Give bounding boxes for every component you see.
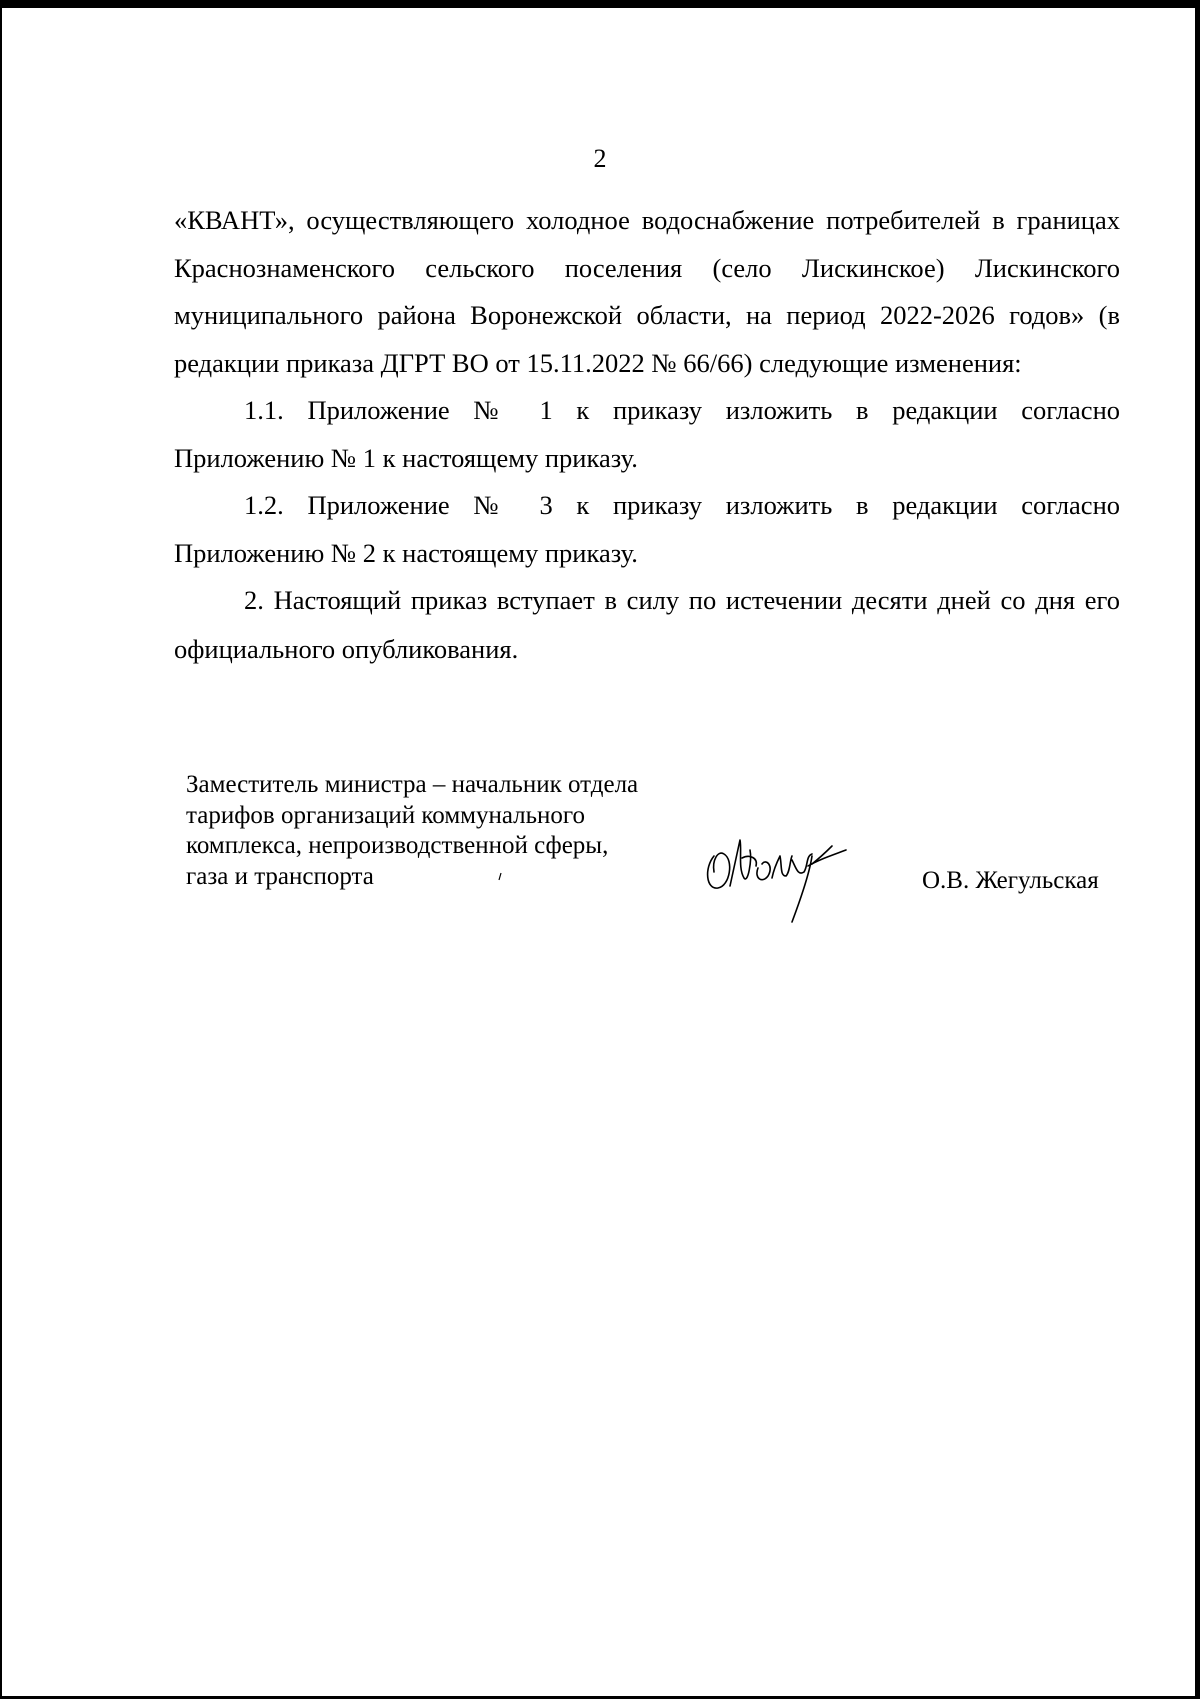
signatory-position-line: Заместитель министра – начальник отдела [186, 771, 639, 798]
handwritten-signature [700, 820, 860, 930]
body-line: редакции приказа ДГРТ ВО от 15.11.2022 № 66/66) следующие изменения: [174, 348, 1022, 378]
body-line: 1.2. Приложение № 3 к приказу изложить в редакции согласно [244, 490, 1120, 520]
body-line: «КВАНТ», осуществляющего холодное водоснабжение потребителей в границах [174, 205, 1120, 235]
signatory-position-line: комплекса, непроизводственной сферы, [186, 832, 609, 859]
body-line: Приложению № 1 к настоящему приказу. [174, 443, 638, 473]
body-line: Приложению № 2 к настоящему приказу. [174, 538, 638, 568]
page-number: 2 [593, 144, 607, 173]
page-border-right [1195, 0, 1200, 1699]
page-border-top [0, 0, 1200, 8]
body-line: 2. Настоящий приказ вступает в силу по истечении десяти дней со дня его [244, 585, 1120, 615]
page-border-left [0, 0, 2, 1699]
body-line: 1.1. Приложение № 1 к приказу изложить в редакции согласно [244, 395, 1120, 425]
body-line: официального опубликования. [174, 634, 519, 664]
stray-mark [497, 872, 503, 882]
body-line: муниципального района Воронежской области, на период 2022-2026 годов» (в [174, 300, 1120, 330]
signatory-name: О.В. Жегульская [922, 867, 1099, 894]
signatory-position-line: тарифов организаций коммунального [186, 801, 586, 829]
signatory-position-line: газа и транспорта [186, 862, 374, 890]
signatory-position [186, 770, 638, 892]
body-line: Краснознаменского сельского поселения (село Лискинское) Лискинского [174, 253, 1120, 283]
